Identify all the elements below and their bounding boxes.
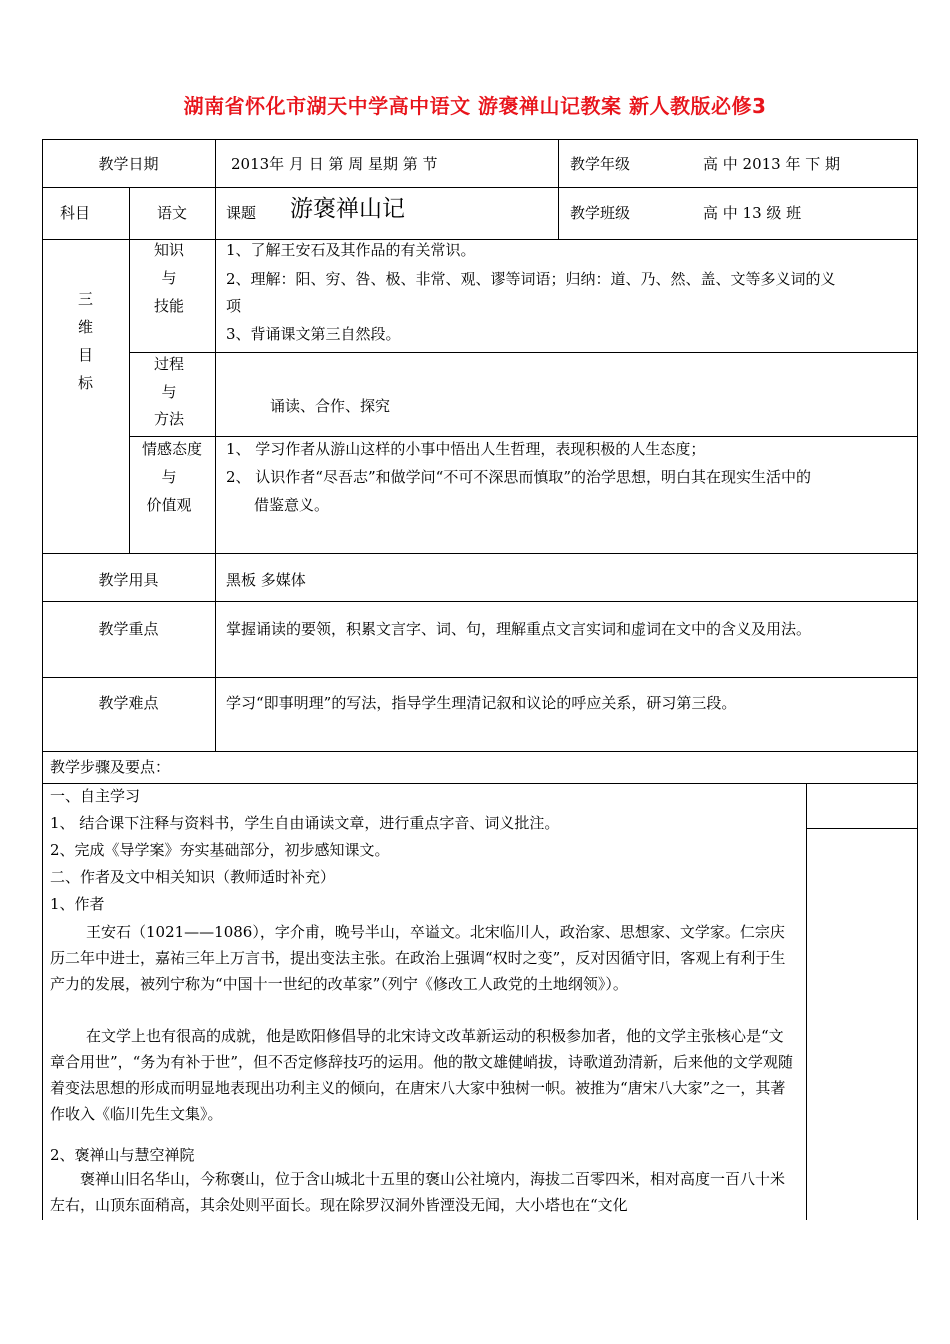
date-value: 2013年 月 日 第 周 星期 第 节 — [231, 155, 438, 173]
process-text: 诵读、合作、探究 — [270, 397, 391, 415]
literature-paragraph: 在文学上也有很高的成就，他是欧阳修倡导的北宋诗文改革新运动的积极参加者，他的文学主张核心是“文章合用世”，“务为有补于世”，但不否定修辞技巧的运用。他的散文雄健峭拔，诗歌道劲清新，后来他的文学观随着变法思想的形成而明显地表现出功利主义的倾向，在唐宋八大家中独树一帜。被推为“唐宋八大家”之一，其著作收入《临川先生文集》。 — [50, 1027, 794, 1123]
mountain-paragraph: 褒禅山旧名华山，今称褒山，位于含山城北十五里的褒山公社境内，海拔二百零四米，相对高度一百八十米左右，山顶东面稍高，其余处则平面长。现在除罗汉洞外皆湮没无闻，大小塔也在“文化 — [50, 1170, 786, 1214]
class-value: 高 中 13 级 班 — [703, 204, 802, 222]
difficulties-label: 教学难点 — [98, 694, 159, 712]
mountain-heading: 2、褒禅山与慧空禅院 — [50, 1146, 195, 1164]
key-points-label: 教学重点 — [98, 620, 159, 638]
date-label: 教学日期 — [98, 155, 159, 173]
author-paragraph: 王安石（1021——1086），字介甫，晚号半山，卒谥文。北宋临川人，政治家、思想家、文学家。仁宗庆历二年中进士，嘉祐三年上万言书，提出变法主张。在政治上强调“权时之变”，反对因循守旧，客观上有利于生产力的发展，被列宁称为“中国十一世纪的改革家”（列宁《修改工人政党的土地纲领》）。 — [50, 923, 786, 993]
grade-label: 教学年级 — [570, 155, 631, 173]
topic-value: 游褒禅山记 — [290, 196, 405, 222]
difficulties-value: 学习“即事明理”的写法，指导学生理清记叙和议论的呼应关系，研习第三段。 — [226, 694, 737, 712]
subject-value: 语文 — [156, 204, 187, 222]
topic-label: 课题 — [226, 204, 257, 222]
steps-heading: 教学步骤及要点： — [50, 758, 171, 776]
subject-label: 科目 — [60, 204, 91, 222]
tools-label: 教学用具 — [98, 571, 159, 589]
grade-value: 高 中 2013 年 下 期 — [703, 155, 841, 173]
tools-value: 黑板 多媒体 — [226, 571, 306, 589]
document-title: 湖南省怀化市湖天中学高中语文 游褒禅山记教案 新人教版必修3 — [183, 94, 767, 118]
class-label: 教学班级 — [570, 204, 631, 222]
key-points-value: 掌握诵读的要领，积累文言字、词、句，理解重点文言实词和虚词在文中的含义及用法。 — [226, 620, 812, 638]
